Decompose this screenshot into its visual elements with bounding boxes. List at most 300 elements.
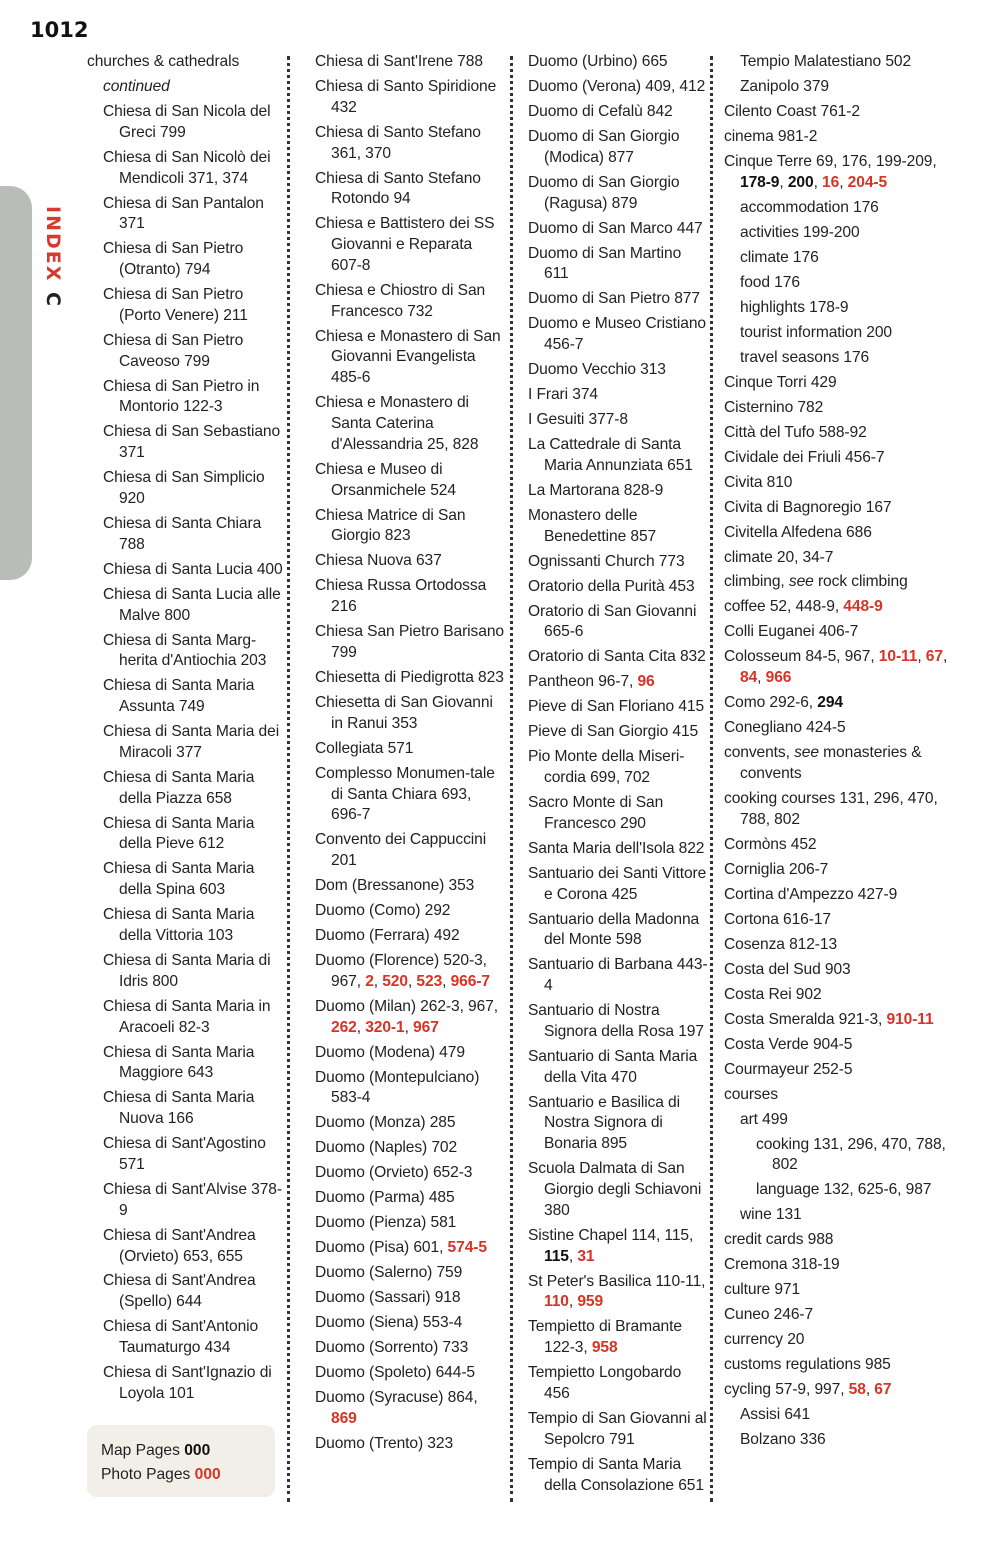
index-column-1: [87, 52, 283, 1409]
index-entry: [724, 1010, 960, 1031]
entry-text: Chiesa di Sant'Agostino 571: [103, 1135, 266, 1173]
photo-page-ref: 2: [365, 972, 374, 990]
index-entry: [528, 1317, 708, 1359]
entry-text: Chiesa di San Pietro in Montorio 122-3: [103, 377, 260, 416]
index-entry: [724, 1405, 960, 1426]
entry-text: Duomo Vecchio 313: [528, 361, 666, 379]
index-tab-letter: C: [42, 292, 64, 309]
index-entry: [528, 506, 708, 548]
entry-text: Cinque Terre 69, 176, 199-209,: [724, 152, 937, 170]
entry-text: culture 971: [724, 1281, 801, 1299]
entry-text: Chiesa di Sant'Andrea (Spello) 644: [103, 1272, 256, 1311]
legend-map-pages: [101, 1439, 275, 1463]
index-entry: [528, 410, 708, 431]
index-entry: [528, 1047, 708, 1089]
photo-page-ref: 67: [925, 648, 943, 666]
entry-text: Santuario della Madonna del Monte 598: [528, 910, 700, 949]
index-entry: [87, 422, 283, 464]
index-entry: [724, 1380, 960, 1401]
photo-page-ref: 523: [416, 972, 443, 990]
index-entry: [315, 1163, 505, 1184]
entry-text: Chiesa di Santa Chiara 788: [103, 515, 262, 553]
entry-text: ,: [839, 173, 848, 191]
index-side-tab: [0, 186, 32, 580]
entry-text: Scuola Dalmata di San Giorgio degli Schiavoni 380: [528, 1160, 702, 1219]
entry-text: Duomo (Spoleto) 644-5: [315, 1364, 475, 1382]
entry-text: Cuneo 246-7: [724, 1306, 814, 1324]
index-entry: [315, 1313, 505, 1334]
index-entry: [315, 926, 505, 947]
index-entry: [724, 647, 960, 689]
entry-text: courses: [724, 1085, 778, 1103]
photo-page-ref: 110: [544, 1293, 569, 1311]
index-entry: [724, 885, 960, 906]
entry-text: Ognissanti Church 773: [528, 552, 685, 570]
index-entry: [315, 506, 505, 548]
photo-page-ref: 16: [822, 173, 840, 191]
index-entry: [724, 52, 960, 73]
index-entry: [724, 473, 960, 494]
index-entry: [528, 173, 708, 215]
entry-text: Civitella Alfedena 686: [724, 523, 872, 541]
entry-text: Chiesa e Monastero di Santa Caterina d'Alessandria 25, 828: [315, 394, 479, 453]
index-entry: [315, 281, 505, 323]
photo-page-ref: 67: [874, 1381, 892, 1399]
index-entry: [528, 1093, 708, 1155]
index-entry: [87, 768, 283, 810]
entry-text: Santuario di Nostra Signora della Rosa 197: [528, 1002, 704, 1040]
index-entry: [528, 1272, 708, 1314]
index-entry: [724, 835, 960, 856]
entry-text: Oratorio di San Giovanni 665-6: [528, 602, 697, 641]
index-entry: [315, 1043, 505, 1064]
entry-text: Chiesa di Sant'Andrea (Orvieto) 653, 655: [103, 1226, 256, 1265]
entry-text: St Peter's Basilica 110-11,: [528, 1272, 706, 1290]
index-entry: [87, 102, 283, 144]
index-entry: [724, 1255, 960, 1276]
index-entry: [87, 52, 283, 73]
index-entry: [87, 722, 283, 764]
entry-text: ,: [407, 972, 417, 990]
entry-text: see: [794, 744, 819, 762]
index-entry: [315, 460, 505, 502]
entry-text: Colosseum 84-5, 967,: [724, 648, 879, 666]
index-entry: [315, 1338, 505, 1359]
index-entry: [87, 859, 283, 901]
entry-text: Santuario e Basilica di Nostra Signora di Bonaria 895: [528, 1093, 680, 1153]
entry-text: Costa Rei 902: [724, 985, 822, 1003]
entry-text: Chiesa di Santa Marg-herita d'Antiochia 203: [103, 631, 267, 670]
entry-text: Sacro Monte di San Francesco 290: [528, 794, 664, 832]
entry-text: Tempio Malatestiano 502: [740, 53, 912, 70]
index-entry: [87, 905, 283, 947]
photo-page-ref: 959: [577, 1293, 604, 1311]
index-entry: [528, 697, 708, 718]
index-entry: [315, 1138, 505, 1159]
index-entry: [724, 348, 960, 369]
index-entry: [315, 1068, 505, 1110]
entry-text: Chiesa di Santa Maria in Aracoeli 82-3: [103, 997, 271, 1036]
legend-map-value: 000: [184, 1442, 211, 1459]
index-entry: [724, 398, 960, 419]
index-entry: [315, 1238, 505, 1259]
entry-text: tourist information 200: [740, 323, 892, 341]
entry-text: Pieve di San Giorgio 415: [528, 723, 699, 741]
index-entry: [87, 514, 283, 556]
index-column-3: [528, 52, 708, 1501]
entry-text: cooking 131, 296, 470, 788, 802: [756, 1135, 946, 1174]
entry-text: Duomo (Syracuse) 864,: [315, 1389, 478, 1407]
map-page-ref: 178-9: [740, 173, 780, 191]
column-divider: [287, 56, 290, 1502]
index-entry: [724, 1110, 960, 1131]
photo-page-ref: 574-5: [447, 1239, 487, 1257]
index-entry: [724, 1135, 960, 1177]
entry-text: Duomo (Trento) 323: [315, 1434, 454, 1452]
entry-text: Chiesa e Battistero dei SS Giovanni e Reparata 607-8: [315, 215, 495, 274]
index-entry: [315, 1363, 505, 1384]
entry-text: Chiesetta di San Giovanni in Ranui 353: [315, 693, 493, 732]
index-entry: [724, 910, 960, 931]
entry-text: Duomo (Salerno) 759: [315, 1264, 463, 1282]
index-entry: [528, 793, 708, 835]
photo-page-ref: 958: [591, 1339, 618, 1357]
photo-page-ref: 966-7: [450, 972, 490, 990]
entry-text: Pieve di San Floriano 415: [528, 698, 705, 716]
entry-text: ,: [442, 972, 451, 990]
index-entry: [724, 298, 960, 319]
index-entry: [315, 1388, 505, 1430]
entry-text: La Cattedrale di Santa Maria Annunziata 651: [528, 436, 693, 474]
entry-text: Chiesa di San Nicolò dei Mendicoli 371, 374: [103, 148, 271, 187]
index-entry: [724, 223, 960, 244]
index-entry: [724, 1430, 960, 1451]
index-entry: [724, 1330, 960, 1351]
entry-text: Santuario dei Santi Vittore e Corona 425: [528, 864, 707, 903]
entry-text: Duomo (Orvieto) 652-3: [315, 1164, 473, 1182]
entry-text: Duomo (Montepulciano) 583-4: [315, 1068, 480, 1107]
index-entry: [724, 1355, 960, 1376]
index-entry: [315, 214, 505, 276]
entry-text: ,: [865, 1381, 875, 1399]
entry-text: cycling 57-9, 997,: [724, 1381, 849, 1399]
index-tab-label: [34, 206, 64, 308]
entry-text: La Martorana 828-9: [528, 481, 664, 499]
entry-text: Colli Euganei 406-7: [724, 623, 859, 641]
index-entry: [87, 77, 283, 98]
index-entry: [724, 789, 960, 831]
map-page-ref: 115: [544, 1247, 569, 1265]
index-entry: [87, 631, 283, 673]
index-entry: [724, 152, 960, 194]
entry-text: coffee 52, 448-9,: [724, 598, 844, 616]
index-entry: [528, 1363, 708, 1405]
photo-page-ref: 910-11: [886, 1010, 934, 1028]
entry-text: art 499: [740, 1110, 788, 1128]
photo-page-ref: 320-1: [365, 1018, 405, 1036]
entry-text: ,: [813, 173, 823, 191]
entry-text: ,: [356, 1018, 366, 1036]
entry-text: Oratorio di Santa Cita 832: [528, 648, 706, 666]
index-entry: [87, 1271, 283, 1313]
index-entry: [315, 997, 505, 1039]
index-entry: [724, 1280, 960, 1301]
entry-text: Tempietto Longobardo 456: [528, 1364, 682, 1402]
entry-text: Chiesa di Santa Maria della Spina 603: [103, 860, 255, 899]
entry-text: Costa Smeralda 921-3,: [724, 1010, 887, 1028]
entry-text: customs regulations 985: [724, 1356, 891, 1374]
index-entry: [724, 622, 960, 643]
entry-text: Duomo di San Marco 447: [528, 219, 703, 237]
photo-page-ref: 10-11: [878, 648, 918, 666]
index-entry: [87, 285, 283, 327]
entry-text: Duomo (Como) 292: [315, 902, 451, 920]
entry-text: Chiesetta di Piedigrotta 823: [315, 668, 504, 686]
photo-page-ref: 869: [331, 1409, 357, 1427]
index-entry: [528, 127, 708, 169]
index-entry: [315, 52, 505, 73]
index-entry: [315, 830, 505, 872]
entry-text: I Frari 374: [528, 386, 598, 404]
index-entry: [724, 1035, 960, 1056]
index-entry: [724, 373, 960, 394]
entry-text: Chiesa di Sant'Irene 788: [315, 53, 483, 70]
index-entry: [724, 860, 960, 881]
entry-text: Costa Verde 904-5: [724, 1035, 853, 1053]
index-entry: [87, 585, 283, 627]
entry-text: Chiesa di Santa Maria dei Miracoli 377: [103, 723, 280, 761]
entry-text: Cortona 616-17: [724, 910, 831, 928]
photo-page-ref: 967: [413, 1018, 439, 1036]
column-divider: [710, 56, 713, 1502]
entry-text: Duomo (Urbino) 665: [528, 53, 668, 70]
entry-text: Chiesa e Chiostro di San Francesco 732: [315, 281, 486, 320]
entry-text: Pio Monte della Miseri-cordia 699, 702: [528, 748, 685, 787]
entry-text: Duomo di San Pietro 877: [528, 290, 700, 308]
entry-text: ,: [942, 648, 948, 666]
index-entry: [87, 1088, 283, 1130]
entry-text: Chiesa di Santa Maria di Idris 800: [103, 952, 271, 990]
entry-text: Tempietto di Bramante 122-3,: [528, 1318, 682, 1357]
entry-text: Duomo (Monza) 285: [315, 1114, 456, 1132]
entry-text: activities 199-200: [740, 223, 860, 241]
index-entry: [724, 693, 960, 714]
index-entry: [315, 1434, 505, 1455]
entry-text: Chiesa di San Pantalon 371: [103, 194, 264, 233]
entry-text: Duomo e Museo Cristiano 456-7: [528, 315, 706, 354]
entry-text: cinema 981-2: [724, 127, 818, 145]
index-entry: [87, 194, 283, 236]
index-entry: [528, 552, 708, 573]
entry-text: language 132, 625-6, 987: [756, 1181, 932, 1199]
entry-text: Cisternino 782: [724, 398, 824, 416]
index-entry: [528, 1226, 708, 1268]
index-entry: [528, 672, 708, 693]
index-entry: [724, 1230, 960, 1251]
index-entry: [528, 602, 708, 644]
entry-text: Chiesa di San Pietro Caveoso 799: [103, 331, 244, 370]
entry-text: Oratorio della Purità 453: [528, 577, 695, 595]
index-entry: [724, 448, 960, 469]
entry-text: rock climbing: [813, 573, 908, 591]
entry-text: Duomo (Sassari) 918: [315, 1289, 461, 1307]
entry-text: Duomo (Verona) 409, 412: [528, 77, 706, 95]
index-entry: [724, 523, 960, 544]
index-entry: [724, 1085, 960, 1106]
entry-text: Cilento Coast 761-2: [724, 102, 860, 120]
entry-text: Chiesa di San Pietro (Otranto) 794: [103, 240, 244, 279]
index-entry: [315, 327, 505, 389]
index-entry: [724, 1305, 960, 1326]
index-entry: [724, 198, 960, 219]
index-entry: [315, 1188, 505, 1209]
index-entry: [528, 747, 708, 789]
map-page-ref: 200: [787, 173, 814, 191]
index-entry: [315, 1288, 505, 1309]
entry-text: Duomo (Pienza) 581: [315, 1214, 457, 1232]
index-entry: [87, 1226, 283, 1268]
entry-text: travel seasons 176: [740, 348, 870, 366]
index-entry: [315, 1263, 505, 1284]
index-entry: [528, 52, 708, 73]
page-number: 1012: [30, 18, 89, 42]
entry-text: Cinque Torri 429: [724, 373, 837, 391]
entry-text: Chiesa di Santa Maria Maggiore 643: [103, 1043, 255, 1082]
entry-text: Sistine Chapel 114, 115,: [528, 1226, 694, 1244]
entry-text: Chiesa Matrice di San Giorgio 823: [315, 506, 466, 545]
entry-text: Conegliano 424-5: [724, 719, 846, 737]
entry-text: Chiesa San Pietro Barisano 799: [315, 623, 504, 661]
entry-text: Como 292-6,: [724, 694, 818, 712]
entry-text: Zanipolo 379: [740, 77, 829, 95]
index-entry: [724, 1060, 960, 1081]
entry-text: climate 176: [740, 248, 819, 266]
entry-text: Santuario di Barbana 443-4: [528, 956, 708, 995]
index-entry: [724, 597, 960, 618]
index-entry: [724, 102, 960, 123]
entry-text: Chiesa di Santo Spiridione 432: [315, 77, 497, 116]
legend-photo-value: 000: [194, 1466, 221, 1483]
photo-page-ref: 96: [637, 673, 655, 691]
entry-text: Civita 810: [724, 473, 793, 491]
entry-text: ,: [404, 1018, 414, 1036]
index-entry: [315, 551, 505, 572]
index-entry: [87, 468, 283, 510]
entry-text: credit cards 988: [724, 1231, 834, 1249]
page-legend-box: [87, 1425, 275, 1497]
entry-text: Santa Maria dell'Isola 822: [528, 839, 705, 857]
entry-text: Duomo (Modena) 479: [315, 1043, 465, 1061]
index-entry: [87, 331, 283, 373]
entry-text: Chiesa di Santa Maria della Piazza 658: [103, 768, 255, 807]
entry-text: ,: [373, 972, 383, 990]
photo-page-ref: 58: [848, 1381, 866, 1399]
entry-text: Chiesa di Santo Stefano Rotondo 94: [315, 169, 481, 208]
photo-page-ref: 520: [382, 972, 408, 990]
photo-page-ref: 31: [577, 1247, 595, 1265]
index-entry: [528, 1159, 708, 1221]
index-entry: [315, 1113, 505, 1134]
index-entry: [724, 248, 960, 269]
entry-text: Cividale dei Friuli 456-7: [724, 448, 885, 466]
index-entry: [528, 435, 708, 477]
entry-text: Duomo (Siena) 553-4: [315, 1314, 463, 1332]
entry-text: Assisi 641: [740, 1406, 811, 1424]
entry-text: climate 20, 34-7: [724, 548, 834, 566]
index-column-2: [315, 52, 505, 1459]
entry-text: see: [788, 573, 814, 591]
index-entry: [87, 1043, 283, 1085]
entry-text: Chiesa di Santa Maria Assunta 749: [103, 677, 255, 716]
index-entry: [528, 1409, 708, 1451]
photo-page-ref: 262: [331, 1018, 357, 1036]
index-entry: [528, 77, 708, 98]
index-entry: [528, 314, 708, 356]
index-entry: [528, 1455, 708, 1497]
entry-text: Duomo di San Giorgio (Ragusa) 879: [528, 173, 680, 212]
index-entry: [724, 323, 960, 344]
entry-text: Duomo (Milan) 262-3, 967,: [315, 997, 498, 1015]
index-entry: [87, 1317, 283, 1359]
index-entry: [528, 244, 708, 286]
index-entry: [87, 377, 283, 419]
entry-text: Corniglia 206-7: [724, 860, 829, 878]
index-tab-word: INDEX: [42, 206, 64, 283]
entry-text: cooking courses 131, 296, 470, 788, 802: [724, 789, 938, 828]
index-entry: [528, 647, 708, 668]
index-entry: [528, 955, 708, 997]
index-entry: [315, 77, 505, 119]
index-entry: [724, 127, 960, 148]
index-entry: [315, 876, 505, 897]
entry-text: churches & cathedrals: [87, 53, 240, 70]
legend-photo-pages: [101, 1463, 275, 1487]
legend-map-label: Map Pages: [101, 1442, 180, 1459]
index-entry: [87, 239, 283, 281]
index-entry: [724, 1205, 960, 1226]
entry-text: monasteries & convents: [740, 744, 922, 782]
entry-text: Chiesa e Monastero di San Giovanni Evangelista 485-6: [315, 327, 501, 387]
photo-page-ref: 966: [765, 669, 792, 687]
entry-text: Cortina d'Ampezzo 427-9: [724, 885, 898, 903]
entry-text: Duomo (Ferrara) 492: [315, 927, 460, 945]
index-entry: [315, 764, 505, 826]
entry-text: Duomo (Florence) 520-3, 967,: [315, 952, 487, 990]
index-entry: [528, 289, 708, 310]
entry-text: Chiesa di Sant'Antonio Taumaturgo 434: [103, 1318, 259, 1357]
entry-text: Duomo (Pisa) 601,: [315, 1239, 448, 1257]
entry-text: Chiesa di Santa Maria Nuova 166: [103, 1089, 255, 1128]
entry-text: I Gesuiti 377-8: [528, 411, 628, 429]
index-entry: [315, 668, 505, 689]
entry-text: climbing,: [724, 573, 789, 591]
entry-text: Chiesa Nuova 637: [315, 552, 442, 570]
entry-text: Chiesa di Santa Maria della Vittoria 103: [103, 906, 255, 945]
index-entry: [724, 77, 960, 98]
index-entry: [87, 1134, 283, 1176]
photo-page-ref: 84: [740, 669, 758, 687]
index-entry: [528, 839, 708, 860]
index-entry: [724, 273, 960, 294]
entry-text: highlights 178-9: [740, 298, 849, 316]
entry-text: convents,: [724, 744, 795, 762]
entry-text: Bolzano 336: [740, 1431, 826, 1449]
entry-text: Convento dei Cappuccini 201: [315, 831, 487, 870]
entry-text: currency 20: [724, 1331, 805, 1349]
index-entry: [315, 901, 505, 922]
entry-text: Chiesa di San Sebastiano 371: [103, 423, 281, 462]
entry-text: continued: [103, 77, 170, 95]
